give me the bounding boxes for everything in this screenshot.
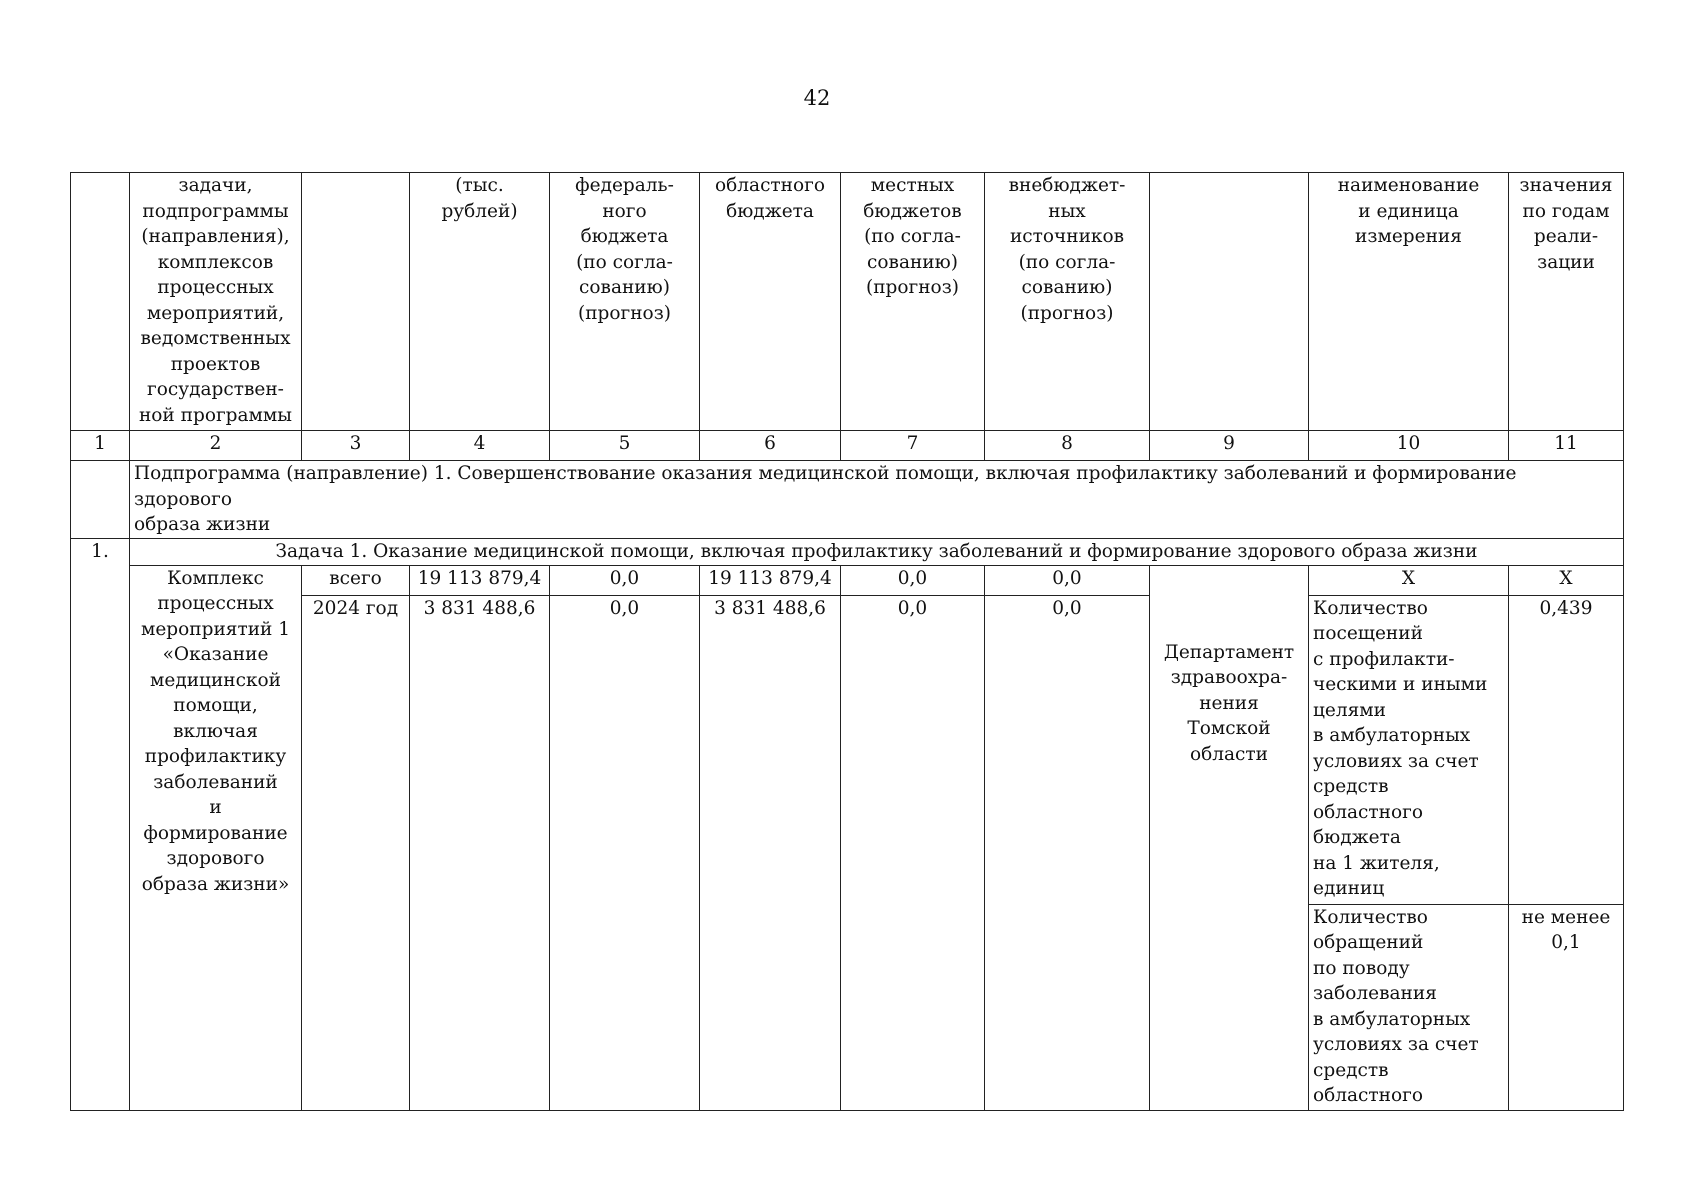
colnum-8: 8 xyxy=(985,431,1150,461)
year-sum: 3 831 488,6 xyxy=(410,595,550,1110)
header-col3 xyxy=(302,173,410,431)
header-col5: федераль- ного бюджета (по согла- сованию) (прогноз) xyxy=(550,173,700,431)
total-value: Х xyxy=(1509,565,1624,595)
task-number: 1. xyxy=(71,538,130,1110)
total-row xyxy=(71,565,1624,595)
subprogram-empty-cell xyxy=(71,461,130,539)
indicator-1-name: Количество посещений с профилакти- ческими и иными целями в амбулаторных условиях за счет средств областного бюджета на 1 жителя, единиц xyxy=(1309,595,1509,904)
year-row xyxy=(71,595,1624,904)
header-col11: значения по годам реали- зации xyxy=(1509,173,1624,431)
header-col9 xyxy=(1150,173,1309,431)
header-row xyxy=(71,173,1624,431)
header-col2: задачи, подпрограммы (направления), комплексов процессных мероприятий, ведомственных проектов государствен- ной программы xyxy=(130,173,302,431)
colnum-11: 11 xyxy=(1509,431,1624,461)
task-title: Задача 1. Оказание медицинской помощи, включая профилактику заболеваний и формирование здорового образа жизни xyxy=(130,538,1624,565)
header-col1 xyxy=(71,173,130,431)
total-indicator: Х xyxy=(1309,565,1509,595)
header-col8: внебюджет- ных источников (по согла- сованию) (прогноз) xyxy=(985,173,1150,431)
header-col6: областного бюджета xyxy=(700,173,841,431)
colnum-7: 7 xyxy=(841,431,985,461)
colnum-1: 1 xyxy=(71,431,130,461)
indicator-1-value: 0,439 xyxy=(1509,595,1624,904)
subprogram-title: Подпрограмма (направление) 1. Совершенствование оказания медицинской помощи, включая профилактику заболеваний и формирование здорового образа жизни xyxy=(130,461,1624,539)
total-regional: 19 113 879,4 xyxy=(700,565,841,595)
indicator-2-name: Количество обращений по поводу заболевания в амбулаторных условиях за счет средств областного xyxy=(1309,904,1509,1110)
indicator-2-value: не менее 0,1 xyxy=(1509,904,1624,1110)
complex-name-cell: Комплекс процессных мероприятий 1 «Оказание медицинской помощи, включая профилактику заболеваний и формирование здорового образа жизни» xyxy=(130,565,302,1110)
colnum-5: 5 xyxy=(550,431,700,461)
colnum-3: 3 xyxy=(302,431,410,461)
colnum-2: 2 xyxy=(130,431,302,461)
subprogram-row xyxy=(71,461,1624,539)
total-sum: 19 113 879,4 xyxy=(410,565,550,595)
total-offbudget: 0,0 xyxy=(985,565,1150,595)
year-offbudget: 0,0 xyxy=(985,595,1150,1110)
header-col7: местных бюджетов (по согла- сованию) (прогноз) xyxy=(841,173,985,431)
colnum-10: 10 xyxy=(1309,431,1509,461)
total-period: всего xyxy=(302,565,410,595)
year-local: 0,0 xyxy=(841,595,985,1110)
year-federal: 0,0 xyxy=(550,595,700,1110)
colnum-6: 6 xyxy=(700,431,841,461)
colnum-4: 4 xyxy=(410,431,550,461)
column-numbers-row xyxy=(71,431,1624,461)
colnum-9: 9 xyxy=(1150,431,1309,461)
year-period: 2024 год xyxy=(302,595,410,1110)
executor-cell: Департамент здравоохра- нения Томской области xyxy=(1150,565,1309,1110)
task-title-row xyxy=(71,538,1624,565)
program-table xyxy=(70,172,1624,1111)
total-federal: 0,0 xyxy=(550,565,700,595)
total-local: 0,0 xyxy=(841,565,985,595)
header-col10: наименование и единица измерения xyxy=(1309,173,1509,431)
year-regional: 3 831 488,6 xyxy=(700,595,841,1110)
page-number: 42 xyxy=(803,86,831,110)
header-col4: (тыс. рублей) xyxy=(410,173,550,431)
